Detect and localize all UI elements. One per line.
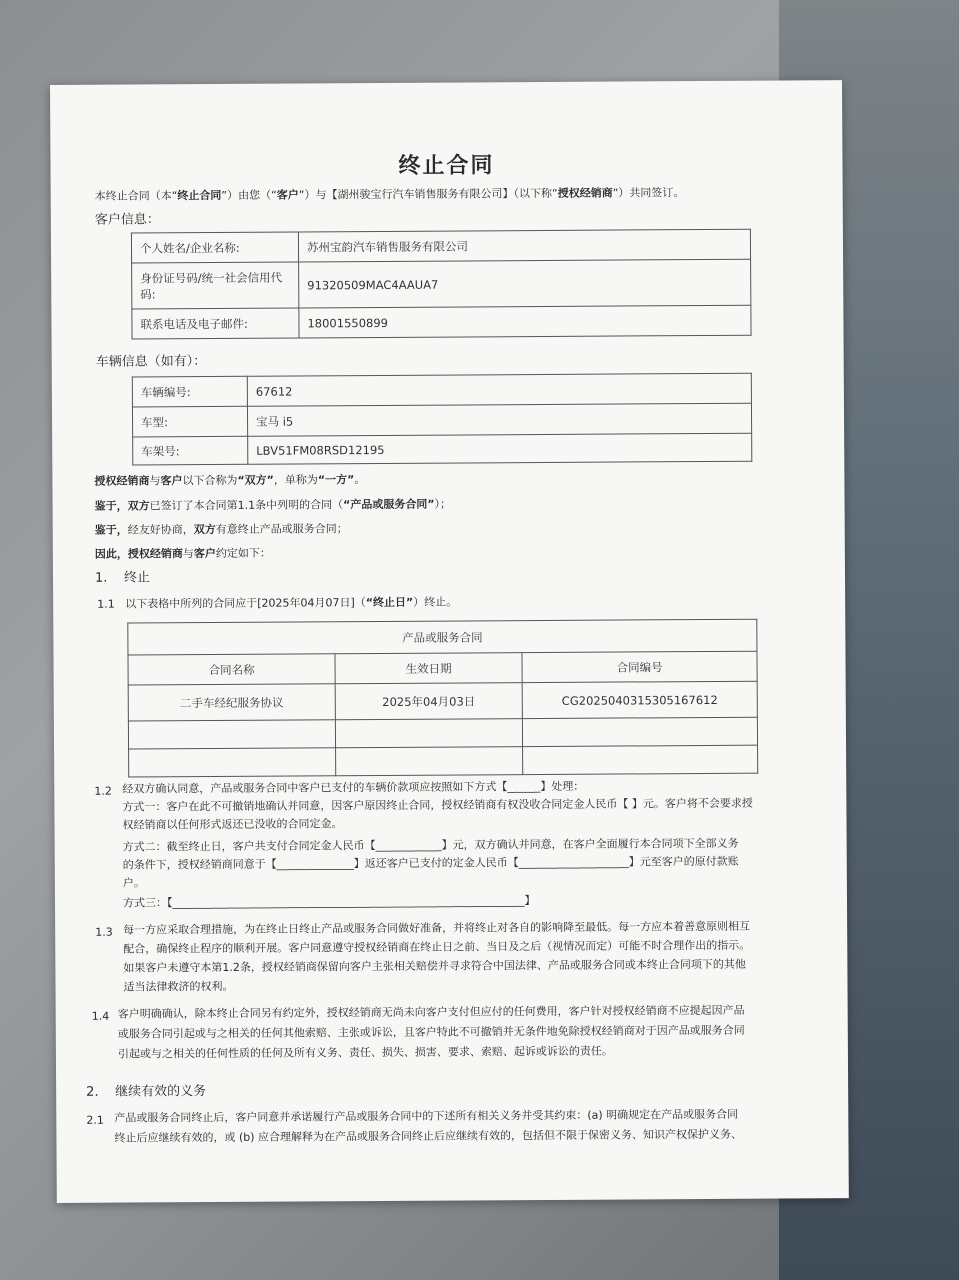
vehicle-info-heading: 车辆信息（如有）：: [95, 354, 207, 370]
table-row: [131, 229, 750, 263]
clause-1-2-line: 的条件下，授权经销商同意于【______________】返还客户已支付的定金人民币【____________________】元至客户的原付款账: [122, 854, 739, 872]
contract-paper: [50, 80, 849, 1203]
table-cell: CG2025040315305167612: [522, 681, 757, 718]
vehicle-label: 车架号:: [133, 436, 248, 465]
table-cell: 二手车经纪服务协议: [128, 684, 335, 721]
customer-info-table: [131, 229, 752, 340]
table-row: [132, 305, 751, 339]
clause-1-4-line: 引起或与之相关的任何性质的任何及所有义务、责任、损失、损害、要求、索赔、起诉或诉讼的责任。: [117, 1044, 613, 1061]
vehicle-value: 67612: [247, 373, 751, 406]
clause-1-4-number: 1.4: [91, 1009, 110, 1023]
clause-1-4-line: 客户明确确认，除本终止合同另有约定外，授权经销商无尚未向客户支付但应付的任何费用，客户针对授权经销商不应提起因产品: [117, 1003, 745, 1021]
clause-1-2-line: 权经销商以任何形式返还已没收的合同定金。: [122, 817, 343, 832]
table-column-row: [128, 651, 757, 685]
clause-2-1-line: 终止后应继续有效的，或 (b) 应合理解释为在产品或服务合同终止后应继续有效的，包括但不限于保密义务、知识产权保护义务、: [114, 1127, 743, 1145]
section-2-heading: 2. 继续有效的义务: [86, 1084, 207, 1100]
clause-1-2-option-3: 方式三：【________________________________________________________________】: [122, 894, 536, 910]
customer-info-heading: 客户信息：: [94, 212, 160, 228]
vehicle-label: 车辆编号:: [132, 376, 247, 407]
column-header: 生效日期: [335, 653, 522, 684]
table-cell: [523, 745, 758, 774]
clause-1-2-option-2: 方式二：截至终止日，客户共支付合同定金人民币【____________】元，双方确认并同意，在客户全面履行本合同项下全部义务: [122, 836, 739, 854]
customer-label: 身份证号码/统一社会信用代码:: [132, 262, 299, 309]
table-row: [132, 373, 751, 407]
therefore-clause: 因此，授权经销商与客户约定如下：: [94, 546, 271, 561]
clause-2-1-line: 产品或服务合同终止后，客户同意并承诺履行产品或服务合同中的下述所有相关义务并受其约束：(a) 明确规定在产品或服务合同: [114, 1107, 739, 1125]
customer-label: 联系电话及电子邮件:: [132, 308, 299, 339]
whereas-clause-1: 鉴于，双方已签订了本合同第1.1条中列明的合同（“产品或服务合同”）；: [94, 497, 452, 513]
contract-table-header: 产品或服务合同: [128, 619, 757, 655]
column-header: 合同名称: [128, 654, 335, 685]
table-row: [128, 717, 757, 749]
clause-1-4-line: 或服务合同引起或与之相关的任何其他索赔、主张或诉讼，且客户特此不可撤销并无条件地免除授权经销商对于因产品或服务合同: [117, 1023, 745, 1041]
clause-1-3-line: 配合，确保终止程序的顺利开展。客户同意遵守授权经销商在终止日之前、当日及之后（视情况而定）可能不时合理作出的指示。: [123, 938, 751, 956]
clause-1-2-number: 1.2: [94, 784, 112, 798]
customer-value: 苏州宝韵汽车销售服务有限公司: [298, 229, 750, 262]
table-cell: [129, 748, 336, 777]
table-cell: [336, 747, 523, 776]
table-row: [129, 745, 758, 777]
section-1-heading: 1. 终止: [94, 570, 151, 586]
clause-1-3-number: 1.3: [95, 925, 113, 939]
table-row: [132, 259, 751, 309]
column-header: 合同编号: [522, 651, 757, 682]
vehicle-info-table: [132, 373, 753, 466]
customer-value: 18001550899: [299, 305, 751, 338]
table-cell: 2025年04月03日: [335, 683, 522, 720]
table-cell: [522, 717, 757, 746]
clause-1-1: 1.1 以下表格中所列的合同应于[2025年04月07日]（“终止日”）终止。: [97, 595, 458, 611]
contract-table: [127, 619, 758, 778]
customer-label: 个人姓名/企业名称:: [131, 232, 298, 263]
table-cell: [128, 720, 335, 749]
table-row: [128, 681, 757, 721]
clause-2-1-number: 2.1: [86, 1113, 104, 1127]
intro-paragraph: 本终止合同（本“终止合同”）由您（“客户”）与【湖州骏宝行汽车销售服务有限公司】（以下称“授权经销商”）共同签订。: [94, 186, 685, 203]
table-header-row: [128, 619, 757, 655]
vehicle-label: 车型:: [132, 406, 247, 437]
customer-value: 91320509MAC4AAUA7: [299, 259, 751, 308]
table-row: [132, 403, 751, 437]
whereas-clause-2: 鉴于，经友好协商，双方有意终止产品或服务合同；: [94, 522, 348, 537]
clause-1-3-line: 如果客户未遵守本第1.2条，授权经销商保留向客户主张相关赔偿并寻求符合中国法律、产品或服务合同或本终止合同项下的其他: [123, 957, 746, 975]
clause-1-2-line: 经双方确认同意，产品或服务合同中客户已支付的车辆价款项应按照如下方式【______】处理：: [122, 779, 585, 796]
table-row: [133, 433, 752, 465]
clause-1-2-option-1: 方式一：客户在此不可撤销地确认并同意，因客户原因终止合同，授权经销商有权没收合同定金人民币【 】元。客户将不会要求授: [122, 796, 753, 814]
vehicle-value: 宝马 i5: [247, 403, 751, 436]
table-cell: [335, 719, 522, 748]
clause-1-2-line: 户。: [122, 876, 145, 890]
party-definition: 授权经销商与客户以下合称为“双方”，单称为“一方”。: [94, 473, 366, 488]
document-title: 终止合同: [398, 153, 495, 179]
clause-1-3-line: 每一方应采取合理措施，为在终止日终止产品或服务合同做好准备，并将终止对各自的影响降至最低。每一方应本着善意原则相互: [123, 919, 751, 937]
clause-1-3-line: 适当法律救济的权利。: [123, 979, 234, 994]
vehicle-value: LBV51FM08RSD12195: [248, 433, 752, 464]
